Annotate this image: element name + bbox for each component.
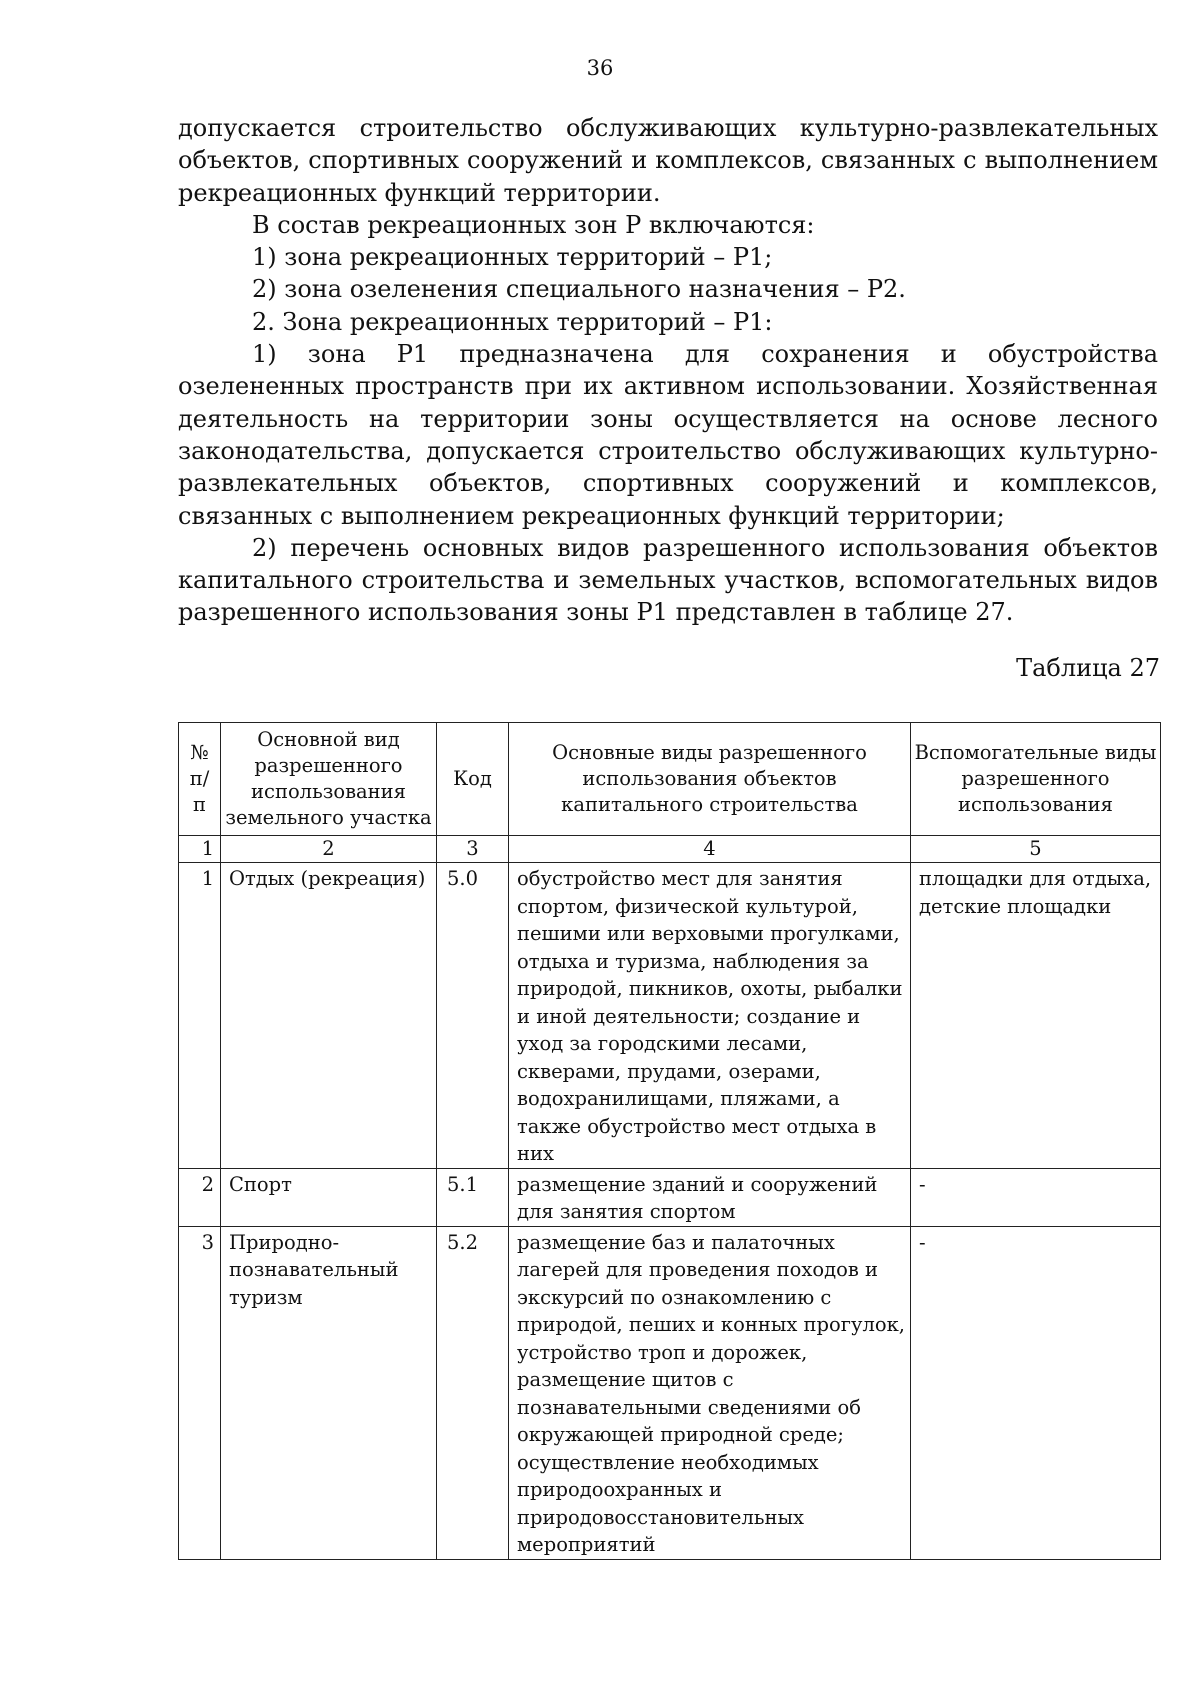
column-number: 5 <box>911 836 1161 863</box>
table-row <box>179 1226 1161 1559</box>
body-text <box>178 112 1158 629</box>
row-main-land-use: Природно-познавательный туризм <box>221 1226 437 1559</box>
paragraph-3: 1) зона рекреационных территорий – Р1; <box>252 243 773 272</box>
column-number: 1 <box>179 836 221 863</box>
row-main-land-use: Спорт <box>221 1168 437 1226</box>
header-number: № п/ п <box>179 723 221 836</box>
header-auxiliary-use: Вспомогательные виды разрешенного использования <box>911 723 1161 836</box>
page-number: 36 <box>586 56 614 80</box>
row-code: 5.2 <box>437 1226 509 1559</box>
row-auxiliary-use: площадки для отдыха, детские площадки <box>911 863 1161 1169</box>
row-code: 5.1 <box>437 1168 509 1226</box>
row-code: 5.0 <box>437 863 509 1169</box>
table-row <box>179 863 1161 1169</box>
paragraph-6: 1) зона Р1 предназначена для сохранения и обустройства озелененных пространств при их активном использовании. Хозяйственная деятельность на территории зоны осуществляется на основе лесного законодательства, допускается строительство обслуживающих культурно-развлекательных объектов, спортивных сооружений и комплексов, связанных с выполнением рекреационных функций территории; <box>178 340 1158 530</box>
header-main-construction-use: Основные виды разрешенного использования объектов капитального строительства <box>509 723 911 836</box>
paragraph-5: 2. Зона рекреационных территорий – Р1: <box>252 307 773 336</box>
paragraph-4: 2) зона озеленения специального назначения – Р2. <box>252 275 906 304</box>
row-auxiliary-use: - <box>911 1226 1161 1559</box>
paragraph-2: В состав рекреационных зон Р включаются: <box>252 210 815 239</box>
row-main-construction-use: размещение баз и палаточных лагерей для проведения походов и экскурсий по ознакомлению с природой, пеших и конных прогулок, устройство троп и дорожек, размещение щитов с познавательными сведениями об окружающей природной среде; осуществление необходимых природоохранных и природовосстановительных мероприятий <box>509 1226 911 1559</box>
row-main-construction-use: обустройство мест для занятия спортом, физической культурой, пешими или верховыми прогулками, отдыха и туризма, наблюдения за природой, пикников, охоты, рыбалки и иной деятельности; создание и уход за городскими лесами, скверами, прудами, озерами, водохранилищами, пляжами, а также обустройство мест отдыха в них <box>509 863 911 1169</box>
paragraph-1: допускается строительство обслуживающих культурно-развлекательных объектов, спортивных сооружений и комплексов, связанных с выполнением рекреационных функций территории. <box>178 114 1158 207</box>
header-code: Код <box>437 723 509 836</box>
column-number-row <box>179 836 1161 863</box>
column-number: 2 <box>221 836 437 863</box>
row-number: 2 <box>179 1168 221 1226</box>
table-header-row <box>179 723 1161 836</box>
row-number: 3 <box>179 1226 221 1559</box>
header-main-land-use: Основной вид разрешенного использования земельного участка <box>221 723 437 836</box>
paragraph-7: 2) перечень основных видов разрешенного использования объектов капитального строительства и земельных участков, вспомогательных видов разрешенного использования зоны Р1 представлен в таблице 27. <box>178 533 1158 627</box>
row-number: 1 <box>179 863 221 1169</box>
column-number: 3 <box>437 836 509 863</box>
land-use-table <box>178 722 1161 1560</box>
row-auxiliary-use: - <box>911 1168 1161 1226</box>
table-row <box>179 1168 1161 1226</box>
row-main-construction-use: размещение зданий и сооружений для занятия спортом <box>509 1168 911 1226</box>
table-caption: Таблица 27 <box>1016 654 1160 682</box>
column-number: 4 <box>509 836 911 863</box>
row-main-land-use: Отдых (рекреация) <box>221 863 437 1169</box>
